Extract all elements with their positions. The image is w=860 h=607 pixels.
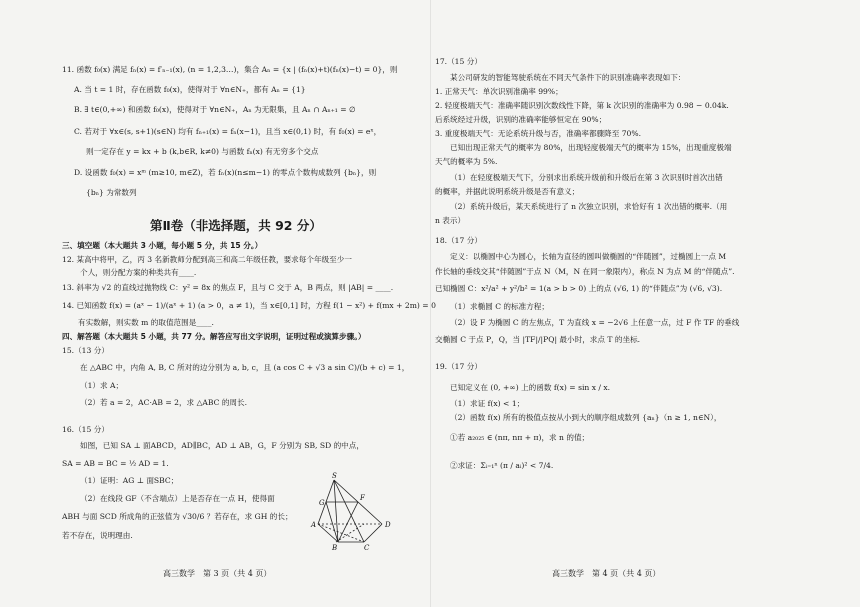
q16-part2: （2）在线段 GF（不含端点）上是否存在一点 H，使得面 (80, 494, 275, 503)
q15-part1: （1）求 A； (80, 381, 124, 390)
q18-part2: （2）设 F 为椭圆 C 的左焦点，T 为直线 x = −2√6 上任意一点，过 F 作 TF 的垂线 (450, 318, 740, 327)
q19-line1: 已知定义在 (0, +∞) 上的函数 f(x) = sin x / x. (450, 383, 611, 392)
q18-part2-cont: 交椭圆 C 于点 P，Q，当 |TF|/|PQ| 最小时，求点 T 的坐标. (435, 335, 641, 344)
q13: 13. 斜率为 √2 的直线过抛物线 C：y² = 8x 的焦点 F，且与 C 交于 A，B 两点，则 |AB| = ____. (62, 283, 394, 292)
q11-stem: 11. 函数 f₀(x) 满足 fₙ(x) = f′ₙ₋₁(x), (n = 1,2,3…)，集合 Aₙ = {x | (fₙ(x)+t)(fₙ(x)−t) = 0}，则 (62, 65, 398, 74)
q17-line2: 1. 正常天气：单次识别准确率 99%； (435, 87, 563, 96)
q17-line4: 后系统经过升级，识别的准确率能够恒定在 90%； (435, 115, 607, 124)
fig-label-b: B (332, 544, 338, 552)
q11-option-d-line2: {bₙ} 为常数列 (86, 188, 137, 197)
q18-line3: 已知椭圆 C：x²/a² + y²/b² = 1(a > b > 0) 上的点 (√6, 1) 的“伴随点”为 (√6, √3). (435, 284, 723, 293)
q17-line3: 2. 轻度极端天气：准确率随识别次数线性下降，第 k 次识别的准确率为 0.98 − 0.04k. (435, 101, 729, 110)
fig-label-a: A (311, 521, 317, 529)
q16-part2-cont: ABH 与面 SCD 所成角的正弦值为 √30/6 ？若存在，求 GH 的长； (62, 512, 293, 521)
q18-line1: 定义：以椭圆中心为圆心，长轴为直径的圆叫做椭圆的“伴随圆”，过椭圆上一点 M (450, 252, 727, 261)
q19-part2: （2）函数 f(x) 所有的极值点按从小到大的顺序组成数列 {aₙ}（n ≥ 1, n∈N）， (450, 413, 722, 422)
q17-line6: 已知出现正常天气的概率为 80%，出现轻度极端天气的概率为 15%，出现重度极端 (450, 143, 732, 152)
q17-line5: 3. 重度极端天气：无论系统升级与否，准确率都骤降至 70%. (435, 129, 642, 138)
q19-part2-sub1: ①若 a₂₀₂₅ ∈ (nπ, nπ + π)，求 n 的值； (450, 433, 590, 442)
q17-part1: （1）在轻度极端天气下，分别求出系统升级前和升级后在第 3 次识别时首次出错 (450, 173, 723, 182)
q19-part1: （1）求证 f(x) < 1； (450, 399, 525, 408)
fig-label-f: F (360, 494, 365, 502)
q15-line1: 在 △ABC 中，内角 A, B, C 所对的边分别为 a, b, c，且 (a cos C + √3 a sin C)/(b + c) = 1， (80, 363, 410, 372)
q16-header: 16.（15 分） (62, 425, 109, 434)
q17-part2: （2）系统升级后，某天系统进行了 n 次独立识别，求恰好有 1 次出错的概率.（用 (450, 202, 728, 211)
q12-line1: 12. 某高中将甲，乙，丙 3 名新教师分配到高三和高二年级任教，要求每个年级至少一 (62, 255, 352, 264)
q19-header: 19.（17 分） (435, 362, 482, 371)
q18-header: 18.（17 分） (435, 236, 482, 245)
fig-label-s: S (332, 472, 337, 480)
q15-header: 15.（13 分） (62, 346, 109, 355)
q17-header: 17.（15 分） (435, 57, 482, 66)
pyramid-figure (308, 470, 398, 552)
q19-part2-sub2: ②求证：Σᵢ₌₁ⁿ (π / aᵢ)² < 7/4. (450, 461, 554, 470)
q11-option-a: A. 当 t = 1 时，存在函数 f₀(x)，使得对于 ∀n∈N₊，都有 Aₙ = {1} (74, 85, 306, 94)
q16-line1: 如图，已知 SA ⊥ 面ABCD，AD∥BC，AD ⊥ AB，G，F 分别为 SB, SD 的中点， (80, 441, 364, 450)
q14-line1: 14. 已知函数 f(x) = (aˣ − 1)/(aˣ + 1) (a > 0，a ≠ 1)，当 x∈[0,1] 时，方程 f(1 − x²) + f(mx + 2m) = 0 (62, 301, 436, 310)
q11-option-c-line1: C. 若对于 ∀x∈(s, s+1)(s∈N) 均有 fₙ₊₁(x) = fₙ(x−1)，且当 x∈(0,1) 时，有 f₀(x) = eˣ， (74, 127, 382, 136)
q12-line2: 个人，则分配方案的种类共有____. (80, 268, 197, 277)
q17-line7: 天气的概率为 5%. (435, 157, 498, 166)
fig-label-d: D (385, 521, 391, 529)
page-3-footer: 高三数学 第 3 页（共 4 页） (163, 569, 272, 578)
q16-part1: （1）证明：AG ⊥ 面SBC； (80, 476, 179, 485)
q14-line2: 有实数解，则实数 m 的取值范围是____. (78, 318, 214, 327)
q11-option-c-line2: 则一定存在 y = kx + b (k,b∈R, k≠0) 与函数 fₙ(x) 有无穷多个交点 (86, 147, 319, 156)
q18-line2: 作长轴的垂线交其“伴随圆”于点 N（M，N 在同一象限内），称点 N 为点 M 的“伴随点”. (435, 267, 735, 276)
q11-option-b: B. ∃ t∈(0,+∞) 和函数 f₀(x)，使得对于 ∀n∈N₊，Aₙ 为无限集，且 Aₙ ∩ Aₙ₊₁ = ∅ (74, 105, 356, 114)
part-2-title: 第Ⅱ卷（非选择题，共 92 分） (150, 218, 322, 233)
q17-part2-cont: n 表示） (435, 216, 466, 225)
solve-header: 四、解答题（本大题共 5 小题，共 77 分。解答应写出文字说明，证明过程或演算步骤。） (62, 332, 366, 341)
fig-label-g: G (319, 499, 325, 507)
q16-line2: SA = AB = BC = ½ AD = 1. (62, 459, 169, 468)
q16-part2-end: 若不存在，说明理由. (62, 531, 133, 540)
page-4 (430, 0, 860, 607)
fill-in-header: 三、填空题（本大题共 3 小题，每小题 5 分，共 15 分。） (62, 241, 263, 250)
q15-part2: （2）若 a = 2，AC·AB = 2，求 △ABC 的周长. (80, 398, 248, 407)
q18-part1: （1）求椭圆 C 的标准方程； (450, 302, 549, 311)
q11-option-d-line1: D. 设函数 f₀(x) = xᵐ (m≥10, m∈Z)，若 fₙ(x)(n≤m−1) 的零点个数构成数列 {bₙ}，则 (74, 168, 377, 177)
q17-part1-cont: 的概率，并据此说明系统升级是否有意义； (435, 187, 580, 196)
fig-label-c: C (364, 544, 370, 552)
page-4-footer: 高三数学 第 4 页（共 4 页） (552, 569, 661, 578)
q17-line1: 某公司研发的智能驾驶系统在不同天气条件下的识别准确率表现如下： (450, 73, 686, 82)
